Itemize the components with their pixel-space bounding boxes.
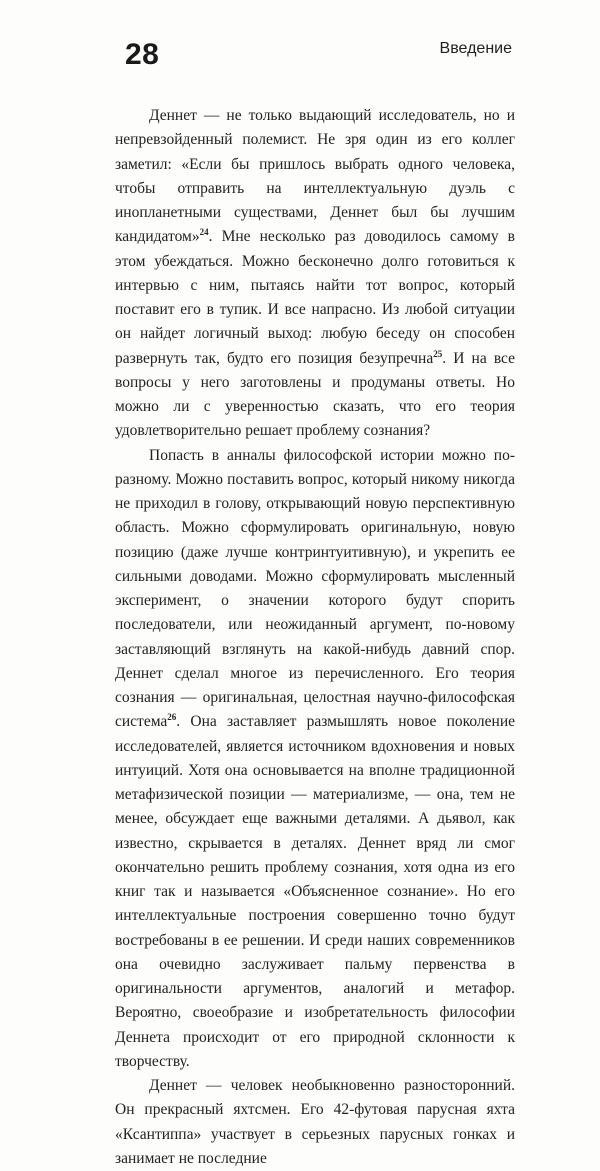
text-segment: Деннет — не только выдающий исследователь, но и непревзойденный полемист. Не зря один из его коллег заметил: «Если бы пришлось выбрать одного человека, чтобы отправить на интеллектуальную дуэль с инопланетными существами, Деннет был бы лучшим кандидатом» (115, 107, 515, 246)
text-segment: Деннет — человек необыкновенно разносторонний. Он прекрасный яхтсмен. Его 42-футовая парусная яхта «Ксантиппа» участвует в серьезных парусных гонках и занимает не последние (115, 1077, 515, 1167)
text-segment: . Мне несколько раз доводилось самому в этом убеждаться. Можно бесконечно долго готовиться к интервью с ним, пытаясь найти тот вопрос, который поставит его в тупик. И все напрасно. Из любой ситуации он найдет логичный выход: любую беседу он способен развернуть так, будто его позиция безупречна (115, 228, 515, 367)
paragraph (115, 444, 515, 1075)
footnote-ref[interactable]: 25 (433, 348, 443, 359)
footnote-ref[interactable]: 26 (167, 712, 177, 723)
text-segment: . Она заставляет размышлять новое поколение исследователей, является источником вдохновения и новых интуиций. Хотя она основывается на вполне традиционной метафизической позиции — материализме, — она, тем не менее, обсуждает еще важными деталями. А дьявол, как известно, скрывается в деталях. Деннет вряд ли смог окончательно решить проблему сознания, хотя одна из его книг так и называется «Объясненное сознание». Но его интеллектуальные построения совершенно точно будут востребованы в ее решении. И среди наших современников она очевидно заслуживает пальму первенства в оригинальности аргументов, аналогий и метафор. Вероятно, своеобразие и изобретательность философии Деннета происходит от его природной склонности к творчеству. (115, 713, 515, 1070)
text-segment: Попасть в анналы философской истории можно по-разному. Можно поставить вопрос, который никому никогда не приходил в голову, открывающий новую перспективную область. Можно сформулировать оригинальную, новую позицию (даже лучше контринтуитивную), и укрепить ее сильными доводами. Можно сформулировать мысленный эксперимент, о значении которого будут спорить последователи, или неожиданный аргумент, по-новому заставляющий взглянуть на какой-нибудь давний спор. Деннет сделал многое из перечисленного. Его теория сознания — оригинальная, целостная научно-философская система (115, 446, 515, 731)
running-header: Введение (439, 40, 512, 57)
text-segment: . И на все вопросы у него заготовлены и продуманы ответы. Но можно ли с уверенностью сказать, что его теория удовлетворительно решает проблему сознания? (115, 349, 515, 440)
footnote-ref[interactable]: 24 (199, 227, 209, 238)
paragraph (115, 1074, 515, 1171)
page-number: 28 (125, 38, 160, 71)
paragraph (115, 104, 515, 444)
body-text (115, 104, 515, 1171)
